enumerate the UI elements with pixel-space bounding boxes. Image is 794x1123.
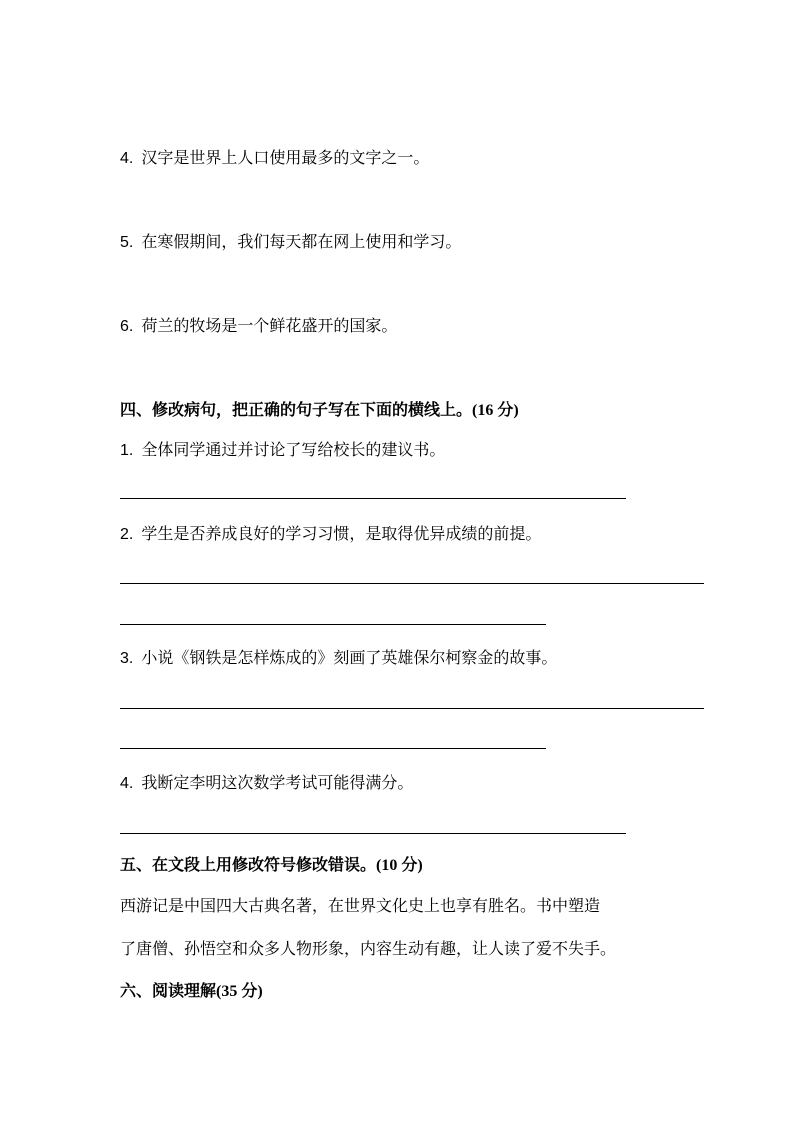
question-number: 5.: [120, 234, 134, 251]
question-text: 全体同学通过并讨论了写给校长的建议书。: [141, 440, 446, 459]
question-number: 4.: [120, 775, 134, 792]
section-points: (35 分): [216, 983, 263, 1000]
question-item: [120, 316, 397, 337]
question-item: [120, 773, 413, 794]
question-text: 汉字是世界上人口使用最多的文字之一。: [141, 148, 430, 167]
question-item: [120, 148, 429, 169]
section-title: 六、阅读理解: [120, 981, 217, 1000]
question-number: 4.: [120, 150, 134, 167]
question-text: 在寒假期间，我们每天都在网上使用和学习。: [141, 232, 462, 251]
question-text: 荷兰的牧场是一个鲜花盛开的国家。: [141, 316, 398, 335]
section-heading: [120, 981, 263, 1002]
question-number: 1.: [120, 442, 134, 459]
section-points: (16 分): [472, 402, 519, 419]
question-text: 我断定李明这次数学考试可能得满分。: [141, 773, 414, 792]
passage-line: 了唐僧、孙悟空和众多人物形象，内容生动有趣，让人读了爱不失手。: [120, 939, 617, 958]
question-item: [120, 440, 445, 461]
section-heading: [120, 400, 519, 421]
section-heading: [120, 855, 423, 876]
section-title: 五、在文段上用修改符号修改错误。: [120, 855, 377, 874]
answer-line[interactable]: [120, 498, 626, 499]
question-number: 2.: [120, 526, 134, 543]
question-number: 6.: [120, 318, 134, 335]
question-item: [120, 648, 557, 669]
answer-line[interactable]: [120, 624, 546, 625]
question-item: [120, 524, 541, 545]
question-number: 3.: [120, 650, 134, 667]
section-points: (10 分): [376, 857, 423, 874]
answer-line[interactable]: [120, 708, 704, 709]
answer-line[interactable]: [120, 833, 626, 834]
question-item: [120, 232, 461, 253]
section-title: 四、修改病句，把正确的句子写在下面的横线上。: [120, 400, 473, 419]
question-text: 学生是否养成良好的学习习惯，是取得优异成绩的前提。: [141, 524, 542, 543]
passage-line: 西游记是中国四大古典名著，在世界文化史上也享有胜名。书中塑造: [120, 896, 601, 915]
answer-line[interactable]: [120, 748, 546, 749]
answer-line[interactable]: [120, 583, 704, 584]
question-text: 小说《钢铁是怎样炼成的》刻画了英雄保尔柯察金的故事。: [141, 648, 558, 667]
